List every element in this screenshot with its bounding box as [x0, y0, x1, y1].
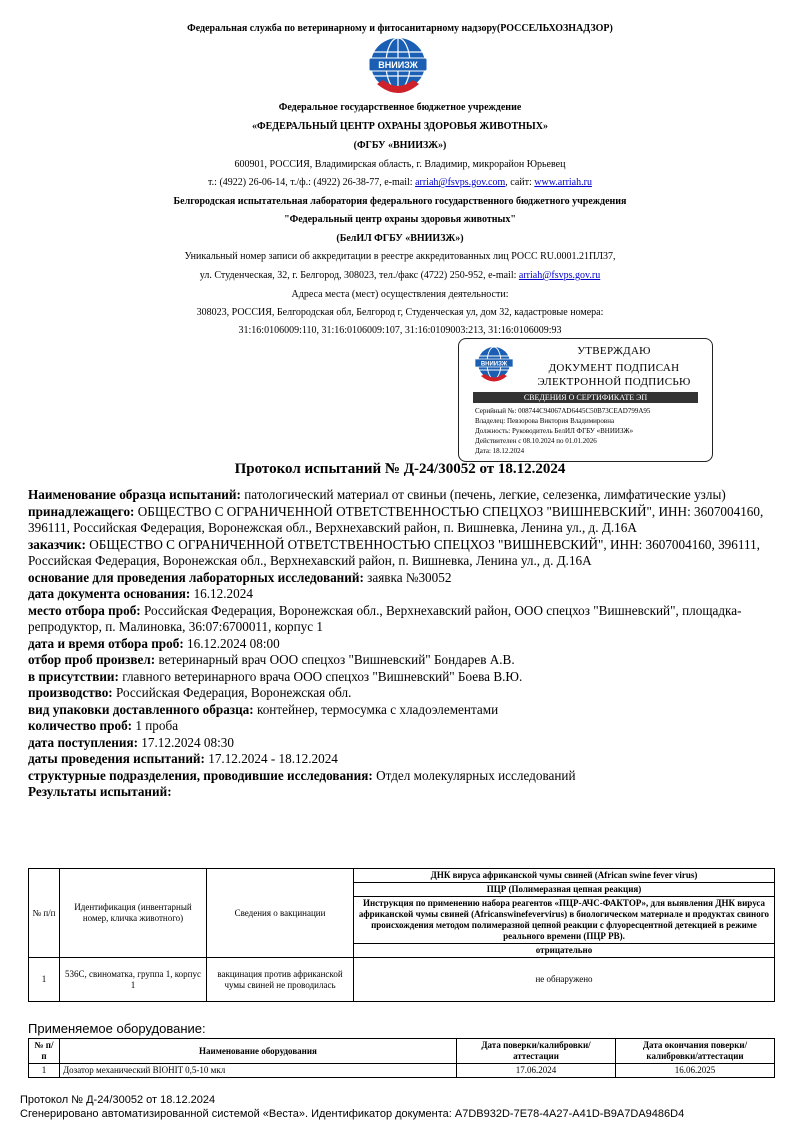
eq-row-date: 17.06.2024: [457, 1064, 616, 1078]
field: [28, 685, 778, 702]
lab-short: (БелИЛ ФГБУ «ВНИИЗЖ»): [336, 233, 464, 244]
field: [28, 751, 778, 768]
test-norm: отрицательно: [354, 944, 775, 958]
field: [28, 735, 778, 752]
lab-email-link[interactable]: arriah@fsvps.gov.ru: [518, 270, 601, 281]
stamp-owner: Владелец: Певзорова Виктория Владимировна: [475, 417, 615, 425]
field-label: основание для проведения лабораторных исследований:: [28, 569, 364, 585]
field: [28, 702, 778, 719]
field-value: 16.12.2024 08:00: [183, 635, 280, 651]
field-value: заявка №30052: [363, 569, 452, 585]
vniizzh-logo-icon: [363, 36, 433, 102]
field: [28, 718, 778, 735]
field-value: 1 проба: [132, 718, 179, 733]
phones: т.: (4922) 26-06-14, т./ф.: (4922) 26-38-77, e-mail:: [208, 177, 416, 188]
field-value: ОБЩЕСТВО С ОГРАНИЧЕННОЙ ОТВЕТСТВЕННОСТЬЮ СПЕЦХОЗ "ВИШНЕВСКИЙ", ИНН: 3607004160, 396111, Российская Федерация, Воронежская обл., Верхнехавский район, п. Вишневка, Ленина ул., д. Д.16А: [28, 503, 764, 535]
table-row: [29, 958, 775, 1002]
field: [28, 652, 778, 669]
stamp-approve: УТВЕРЖДАЮ: [577, 345, 651, 357]
logo-text: ВНИИЗЖ: [378, 60, 418, 70]
lab-contacts: [0, 269, 800, 282]
site-link[interactable]: www.arriah.ru: [534, 177, 592, 188]
lab-name: Белгородская испытательная лаборатория федерального государственного бюджетного учреждения: [173, 196, 627, 207]
field-value: Отдел молекулярных исследований: [372, 767, 576, 783]
field-value: Российская Федерация, Воронежская обл., Верхнехавский район, ООО спецхоз "Вишневский", площадка-репродуктор, п. Малиновка, 36:07:6700011, корпус 1: [28, 602, 742, 634]
field-label: даты проведения испытаний:: [28, 751, 205, 766]
row-vacc: вакцинация против африканской чумы свиней не проводилась: [207, 958, 354, 1002]
row-result: не обнаружено: [354, 958, 775, 1002]
org-short: (ФГБУ «ВНИИЗЖ»): [353, 140, 447, 151]
field-label: дата документа основания:: [28, 586, 191, 601]
stamp-date: Дата: 18.12.2024: [475, 447, 525, 455]
col-vacc-header: Сведения о вакцинации: [207, 869, 354, 958]
field-value: 16.12.2024: [190, 586, 253, 601]
field-label: вид упаковки доставленного образца:: [28, 701, 254, 717]
field-value: 17.12.2024 08:30: [137, 734, 234, 750]
field-value: ОБЩЕСТВО С ОГРАНИЧЕННОЙ ОТВЕТСТВЕННОСТЬЮ СПЕЦХОЗ "ВИШНЕВСКИЙ", ИНН: 3607004160, 396111, Российская Федерация, Воронежская обл., Верхнехавский район, п. Вишневка, Ленина ул., д. Д.16А: [28, 536, 760, 568]
field-label: дата поступления:: [28, 734, 138, 750]
activity-label: Адреса места (мест) осуществления деятельности:: [291, 289, 509, 300]
eq-col-name: Наименование оборудования: [60, 1039, 457, 1064]
field-label: место отбора проб:: [28, 602, 141, 618]
eq-row-name: Дозатор механический BIOHIT 0,5-10 мкл: [60, 1064, 457, 1078]
site-label: , сайт:: [505, 177, 535, 188]
field-label: структурные подразделения, проводившие исследования:: [28, 767, 373, 783]
field-value: патологический материал от свиньи (печень, легкие, селезенка, лимфатические узлы): [240, 487, 726, 502]
field-value: главного ветеринарного врача ООО спецхоз "Вишневский" Боева В.Ю.: [118, 668, 523, 684]
field-label: производство:: [28, 685, 113, 700]
stamp-signed: ДОКУМЕНТ ПОДПИСАН: [548, 362, 680, 374]
lab-address: ул. Студенческая, 32, г. Белгород, 308023, тел./факс (4722) 250-952, e-mail:: [199, 270, 519, 281]
test-method: ПЦР (Полимеразная цепная реакция): [354, 883, 775, 897]
field: [28, 636, 778, 653]
col-num-header: № п/п: [29, 869, 60, 958]
org-contacts: [0, 176, 800, 189]
accreditation: Уникальный номер записи об аккредитации в реестре аккредитованных лиц РОСС RU.0001.21ПЛ37,: [184, 251, 616, 262]
stamp-position: Должность: Руководитель БелИЛ ФГБУ «ВНИИЗЖ»: [475, 427, 634, 435]
field: [28, 570, 778, 587]
stamp-valid: Действителен с 08.10.2024 по 01.01.2026: [475, 437, 597, 445]
results-heading: [28, 784, 778, 801]
field-label: в присутствии:: [28, 668, 119, 684]
cadastral-numbers: 31:16:0106009:110, 31:16:0106009:107, 31:16:0109003:213, 31:16:0106009:93: [238, 325, 562, 336]
footer-generated: Сгенерировано автоматизированной системой «Веста». Идентификатор документа: A7DB932D-7E78-4A27-A41D-B9A7DA9486D4: [20, 1108, 685, 1120]
field: [28, 504, 778, 537]
field-value: ветеринарный врач ООО спецхоз "Вишневский" Бондарев А.В.: [155, 652, 515, 667]
field-value: контейнер, термосумка с хладоэлементами: [253, 701, 499, 717]
eq-col-num: № п/п: [29, 1039, 60, 1064]
eq-col-end: Дата окончания поверки/калибровки/аттестации: [616, 1039, 775, 1064]
org-type: Федеральное государственное бюджетное учреждение: [278, 102, 522, 113]
equipment-heading: Применяемое оборудование:: [28, 1021, 206, 1036]
eq-col-date: Дата поверки/калибровки/аттестации: [457, 1039, 616, 1064]
agency-name: Федеральная служба по ветеринарному и фитосанитарному надзору(РОССЕЛЬХОЗНАДЗОР): [187, 23, 613, 34]
protocol-title: Протокол испытаний № Д-24/30052 от 18.12.2024: [234, 461, 566, 477]
equipment-table: [28, 1038, 775, 1078]
stamp-logo-icon: [471, 345, 517, 385]
results-table: [28, 868, 775, 1002]
org-address: 600901, РОССИЯ, Владимирская область, г. Владимир, микрорайон Юрьевец: [234, 159, 566, 170]
test-target: ДНК вируса африканской чумы свиней (African swine fever virus): [354, 869, 775, 883]
test-instruction: Инструкция по применению набора реагентов «ПЦР-АЧС-ФАКТОР», для выявления ДНК вируса африканской чумы свиней (Africanswinefevervirus) в биологическом материале и продуктах свиного происхождения методом полимеразной цепной реакции с флуоресцентной детекцией в режиме реального времени (ПЦР РВ).: [354, 897, 775, 944]
stamp-serial: Серийный №: 008744C94067AD6445C50B73CEAD799A95: [475, 407, 651, 415]
field: [28, 537, 778, 570]
org-name: «ФЕДЕРАЛЬНЫЙ ЦЕНТР ОХРАНЫ ЗДОРОВЬЯ ЖИВОТНЫХ»: [252, 121, 548, 132]
protocol-fields: [28, 487, 778, 801]
eq-row-num: 1: [29, 1064, 60, 1078]
row-num: 1: [29, 958, 60, 1002]
e-signature-stamp: [458, 338, 713, 462]
stamp-signed-2: ЭЛЕКТРОННОЙ ПОДПИСЬЮ: [537, 376, 691, 388]
field-label: дата и время отбора проб:: [28, 635, 184, 651]
eq-row-end: 16.06.2025: [616, 1064, 775, 1078]
stamp-cert-bar: СВЕДЕНИЯ О СЕРТИФИКАТЕ ЭП: [473, 392, 698, 403]
activity-address: 308023, РОССИЯ, Белгородская обл, Белгород г, Студенческая ул, дом 32, кадастровые номера:: [196, 307, 604, 318]
field: [28, 487, 778, 504]
lab-center: "Федеральный центр охраны здоровья животных": [284, 214, 516, 225]
field-label: принадлежащего:: [28, 503, 135, 519]
table-row: [29, 1064, 775, 1078]
field: [28, 768, 778, 785]
field-label: Результаты испытаний:: [28, 784, 172, 799]
field-label: отбор проб произвел:: [28, 652, 156, 667]
email-link[interactable]: arriah@fsvps.gov.com: [415, 177, 506, 188]
col-id-header: Идентификация (инвентарный номер, кличка животного): [60, 869, 207, 958]
field-value: 17.12.2024 - 18.12.2024: [204, 751, 338, 766]
field-label: заказчик:: [28, 536, 86, 552]
field-value: Российская Федерация, Воронежская обл.: [112, 685, 352, 700]
field: [28, 586, 778, 603]
row-id: 536С, свиноматка, группа 1, корпус 1: [60, 958, 207, 1002]
field: [28, 669, 778, 686]
field: [28, 603, 778, 636]
footer-protocol: Протокол № Д-24/30052 от 18.12.2024: [20, 1094, 216, 1106]
field-label: количество проб:: [28, 718, 133, 733]
field-label: Наименование образца испытаний:: [28, 487, 241, 502]
stamp-logo-text: ВНИИЗЖ: [480, 361, 508, 368]
